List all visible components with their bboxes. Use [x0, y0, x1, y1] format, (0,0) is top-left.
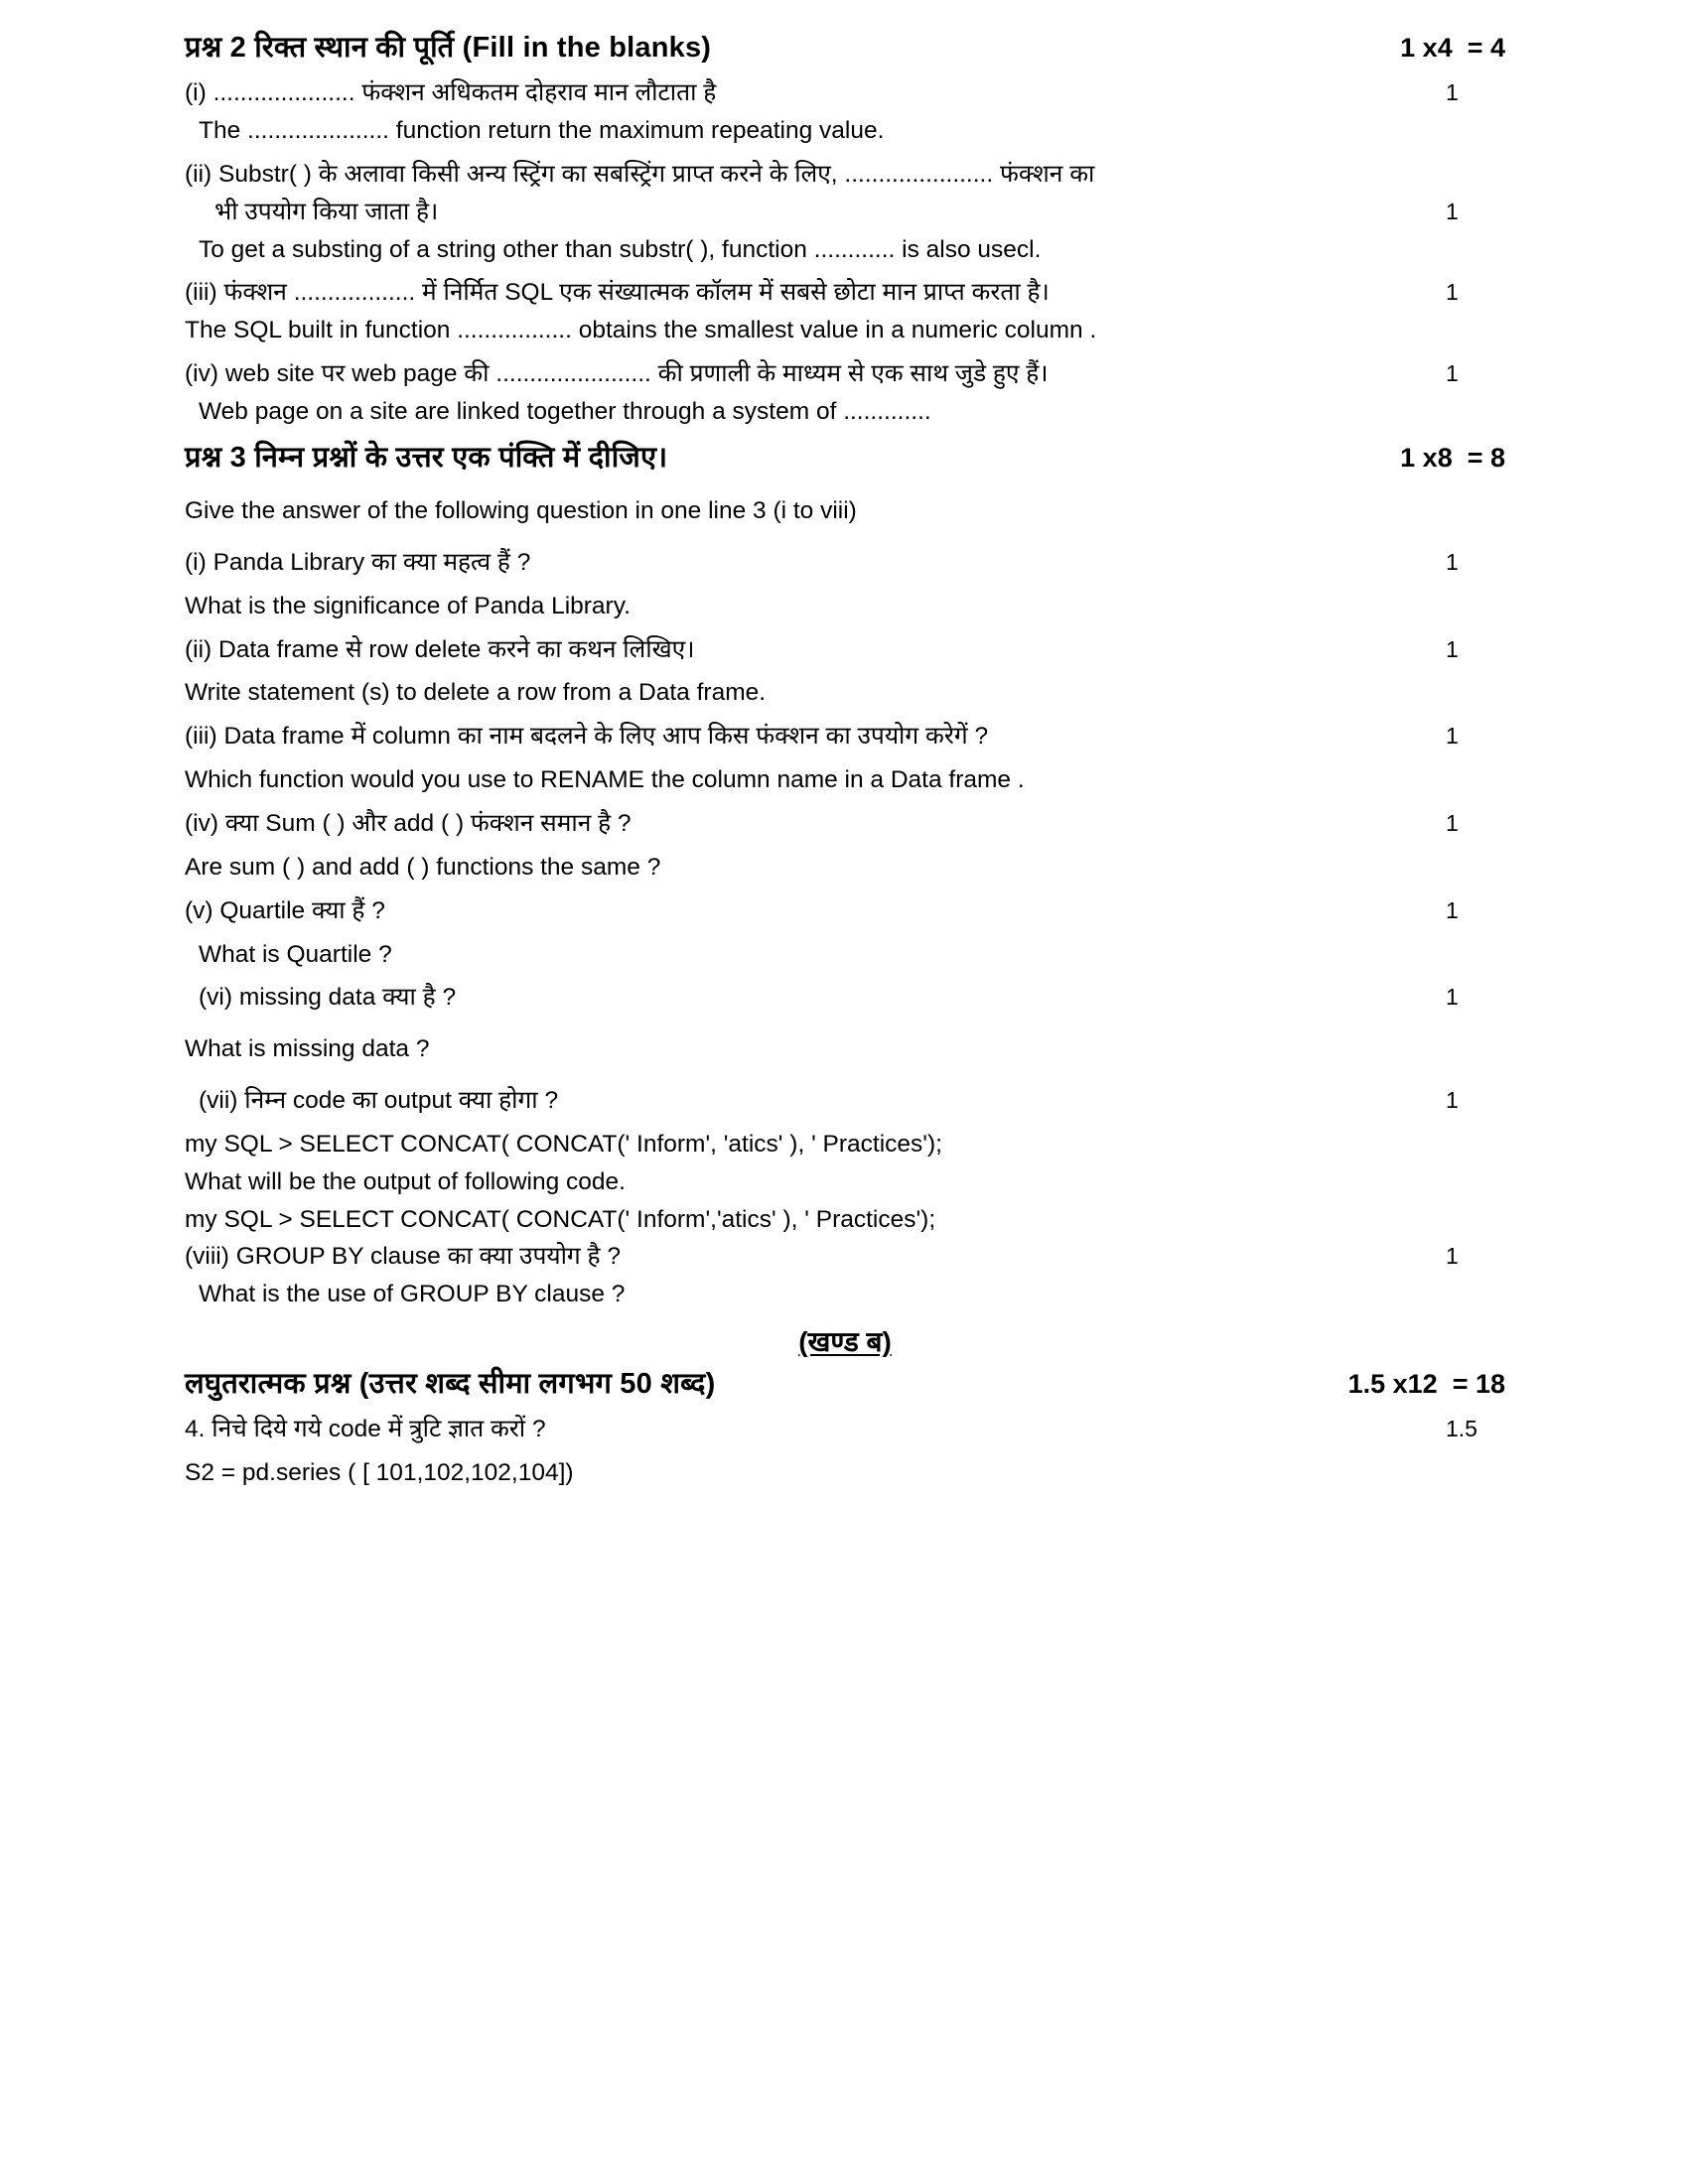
q2-item-2-marks: 1 [1446, 198, 1459, 224]
q2-item-2-hindi-row [185, 159, 1505, 191]
q2-item-2-hindi: (ii) Substr( ) के अलावा किसी अन्य स्ट्रिंग का सबस्ट्रिंग प्राप्त करने के लिए, ...................... फंक्शन का [185, 160, 1095, 188]
gap [185, 346, 1605, 358]
q2-item-1-marks: 1 [1446, 79, 1459, 106]
q3-item-3-marks: 1 [1446, 723, 1459, 750]
section-b-item-1-code-row [185, 1457, 1505, 1489]
q2-item-1-hindi-row [185, 77, 1505, 109]
q3-item-4-hindi: (iv) क्या Sum ( ) और add ( ) फंक्शन समान है ? [185, 810, 632, 837]
gap [185, 476, 1605, 495]
q3-item-4-english-row [185, 852, 1505, 884]
gap [185, 1445, 1605, 1457]
q3-instruction-row [185, 495, 1505, 527]
section-b-item-1-code: S2 = pd.series ( [ 101,102,102,104]) [185, 1459, 574, 1487]
q3-item-8-hindi-row [185, 1241, 1505, 1273]
gap [185, 796, 1605, 808]
q3-item-2-hindi: (ii) Data frame से row delete करने का कथन लिखिए। [185, 635, 695, 663]
gap [185, 884, 1605, 895]
q3-item-2-marks: 1 [1446, 635, 1459, 662]
q3-item-7-code-hindi: my SQL > SELECT CONCAT( CONCAT(' Inform', 'atics' ), ' Practices'); [185, 1130, 942, 1158]
q3-item-1-english: What is the significance of Panda Library. [185, 592, 631, 619]
q2-item-3-hindi-row [185, 277, 1505, 309]
section-b-heading: लघुतरात्मक प्रश्न (उत्तर शब्द सीमा लगभग 50 शब्द) [185, 1368, 716, 1401]
gap [185, 1014, 1605, 1033]
q2-item-4-hindi: (iv) web site पर web page की ....................... की प्रणाली के माध्यम से एक साथ जुडे हुए हैं। [185, 360, 1049, 388]
q2-item-4-english-row [185, 396, 1505, 428]
q3-item-3-hindi-row [185, 721, 1505, 752]
question-2-marks: 1 x4 = 4 [1400, 33, 1505, 63]
q3-item-6-hindi-row [185, 982, 1505, 1014]
section-b-label: (खण्ड ब) [798, 1326, 892, 1358]
question-2-heading: प्रश्न 2 रिक्त स्थान की पूर्ति (Fill in the blanks) [185, 32, 712, 64]
q2-item-4-marks: 1 [1446, 360, 1459, 387]
gap [185, 147, 1605, 159]
q2-item-3-marks: 1 [1446, 279, 1459, 306]
gap [185, 428, 1605, 440]
gap [185, 265, 1605, 277]
q3-item-6-english: What is missing data ? [185, 1035, 430, 1063]
q3-item-5-marks: 1 [1446, 896, 1459, 923]
q2-item-3-hindi: (iii) फंक्शन .................. में निर्मित SQL एक संख्यात्मक कॉलम में सबसे छोटा मान प्राप्त करता है। [185, 279, 1050, 307]
section-b-heading-row [185, 1366, 1505, 1402]
question-3-marks: 1 x8 = 8 [1400, 442, 1505, 473]
gap [185, 840, 1605, 852]
q2-item-1-english: The ..................... function return the maximum repeating value. [199, 117, 885, 145]
q2-item-2-hindi-cont: भी उपयोग किया जाता है। [214, 198, 439, 225]
question-2-heading-row [185, 30, 1505, 66]
gap [185, 927, 1605, 939]
gap [185, 527, 1605, 547]
q3-item-1-hindi: (i) Panda Library का क्या महत्व हैं ? [185, 548, 531, 576]
q2-item-4-english: Web page on a site are linked together through a system of ............. [199, 398, 931, 425]
q3-item-1-marks: 1 [1446, 548, 1459, 575]
q3-item-5-hindi-row [185, 895, 1505, 927]
gap [185, 709, 1605, 721]
q3-item-8-hindi: (viii) GROUP BY clause का क्या उपयोग है ? [185, 1243, 621, 1271]
question-3-heading-row [185, 440, 1505, 476]
q3-item-8-marks: 1 [1446, 1243, 1459, 1270]
q2-item-3-english: The SQL built in function ................. obtains the smallest value in a numeric column . [185, 317, 1097, 344]
q3-item-4-marks: 1 [1446, 810, 1459, 836]
q3-item-2-english-row [185, 677, 1505, 709]
q2-item-2-english: To get a substing of a string other than substr( ), function ............ is also usecl. [199, 235, 1042, 263]
q3-item-3-hindi: (iii) Data frame में column का नाम बदलने के लिए आप किस फंक्शन का उपयोग करेगें ? [185, 723, 989, 751]
gap [185, 1310, 1605, 1322]
q3-item-6-marks: 1 [1446, 984, 1459, 1011]
q3-item-2-english: Write statement (s) to delete a row from a Data frame. [185, 679, 767, 707]
q3-item-6-hindi: (vi) missing data क्या है ? [199, 984, 457, 1012]
q3-item-2-hindi-row [185, 634, 1505, 666]
q3-item-5-english-row [185, 939, 1505, 971]
top-spacer [185, 0, 1605, 30]
q3-item-7-hindi: (vii) निम्न code का output क्या होगा ? [199, 1087, 559, 1115]
q3-item-1-hindi-row [185, 547, 1505, 579]
section-b-marks: 1.5 x12 = 18 [1347, 1369, 1505, 1400]
q3-item-4-english: Are sum ( ) and add ( ) functions the same ? [185, 853, 661, 881]
section-b-item-1-hindi-row [185, 1414, 1505, 1445]
gap [185, 579, 1605, 591]
section-b-item-1-marks: 1.5 [1446, 1416, 1477, 1442]
q3-item-6-english-row [185, 1033, 1505, 1065]
gap [185, 1402, 1605, 1414]
gap [185, 622, 1605, 634]
q3-item-7-code-english-row [185, 1204, 1505, 1236]
q3-item-5-english: What is Quartile ? [199, 940, 392, 968]
q3-item-7-code-english: my SQL > SELECT CONCAT( CONCAT(' Inform','atics' ), ' Practices'); [185, 1205, 936, 1233]
q3-item-5-hindi: (v) Quartile क्या हैं ? [185, 896, 385, 924]
question-3-heading: प्रश्न 3 निम्न प्रश्नों के उत्तर एक पंक्ति में दीजिए। [185, 441, 668, 474]
page-content [185, 0, 1605, 1489]
q3-item-3-english-row [185, 764, 1505, 796]
q3-item-7-code-hindi-row [185, 1129, 1505, 1160]
q3-item-7-english: What will be the output of following code. [185, 1167, 626, 1195]
q2-item-2-english-row [185, 234, 1505, 266]
q3-item-7-english-row [185, 1166, 1505, 1198]
gap [185, 665, 1605, 677]
q3-item-4-hindi-row [185, 808, 1505, 840]
q2-item-2-hindi2-row [185, 197, 1505, 228]
q3-item-3-english: Which function would you use to RENAME the column name in a Data frame . [185, 766, 1025, 794]
q3-item-8-english-row [185, 1279, 1505, 1310]
gap [185, 1117, 1605, 1129]
q3-instruction: Give the answer of the following question in one line 3 (i to viii) [185, 497, 857, 525]
q3-item-1-english-row [185, 591, 1505, 622]
q3-item-8-english: What is the use of GROUP BY clause ? [199, 1281, 626, 1308]
q3-item-7-hindi-row [185, 1085, 1505, 1117]
q2-item-1-english-row [185, 115, 1505, 147]
section-b-item-1-hindi: 4. निचे दिये गये code में त्रुटि ज्ञात करों ? [185, 1416, 546, 1443]
gap [185, 66, 1605, 77]
gap [185, 1065, 1605, 1085]
gap [185, 970, 1605, 982]
q3-item-7-marks: 1 [1446, 1087, 1459, 1114]
q2-item-3-english-row [185, 315, 1505, 346]
q2-item-4-hindi-row [185, 358, 1505, 390]
q2-item-1-hindi: (i) ..................... फंक्शन अधिकतम दोहराव मान लौटाता है [185, 79, 717, 107]
gap [185, 752, 1605, 764]
